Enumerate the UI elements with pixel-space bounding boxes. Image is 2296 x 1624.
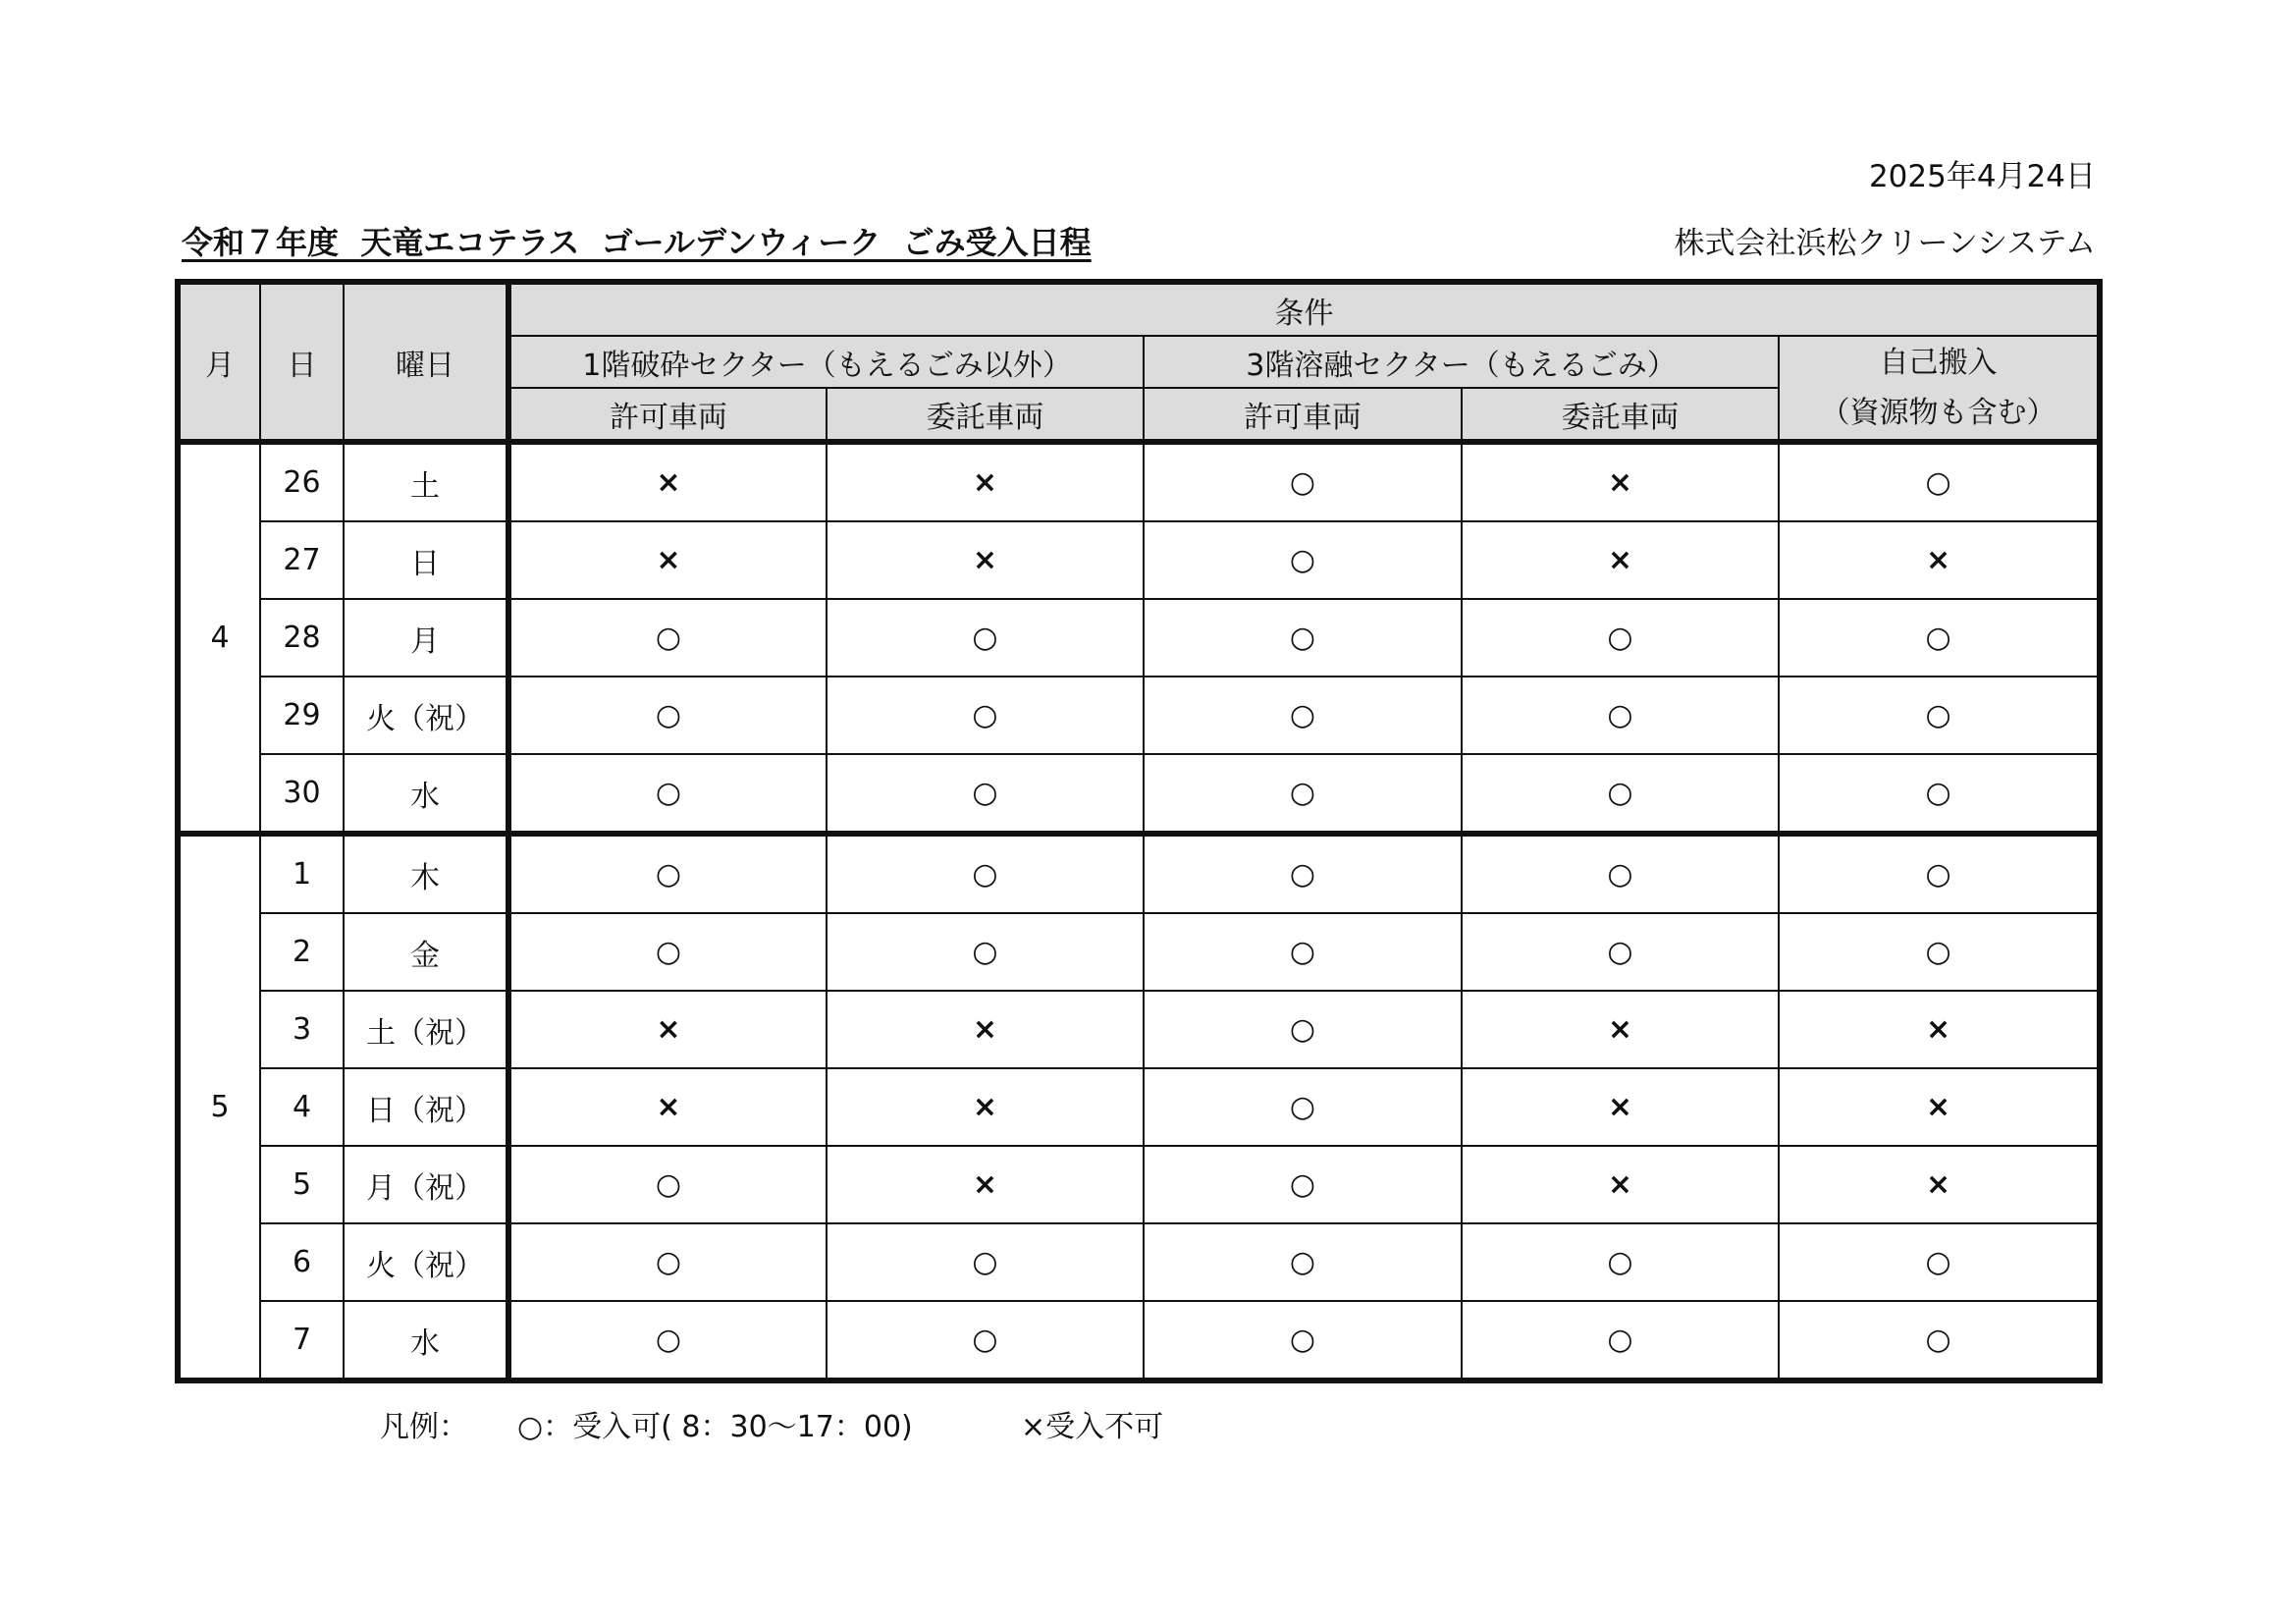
table-row: [178, 834, 2100, 913]
status-cell: [1779, 1301, 2100, 1380]
table-row: [178, 1068, 2100, 1146]
weekday-cell: 金: [344, 913, 508, 991]
document-date: 2025年4月24日: [1868, 159, 2096, 194]
status-cell: [1462, 913, 1779, 991]
status-cell: [1779, 599, 2100, 677]
status-cell: [508, 834, 827, 913]
not-accepted-mark: ×: [972, 1012, 998, 1047]
accepted-mark: ○: [1289, 698, 1316, 732]
status-cell: [827, 1068, 1144, 1146]
day-cell: 5: [260, 1146, 344, 1223]
month-cell: 5: [178, 834, 260, 1380]
status-cell: [1144, 442, 1462, 521]
accepted-mark: ○: [1289, 543, 1316, 577]
not-accepted-mark: ×: [1925, 1012, 1951, 1047]
status-cell: [1779, 1068, 2100, 1146]
schedule-header: [178, 282, 2100, 442]
status-cell: [1144, 1146, 1462, 1223]
day-cell: 4: [260, 1068, 344, 1146]
day-cell: 2: [260, 913, 344, 991]
accepted-mark: ○: [1289, 1012, 1316, 1047]
status-cell: [508, 991, 827, 1068]
accepted-mark: ○: [1925, 621, 1951, 655]
status-cell: [827, 754, 1144, 834]
weekday-cell: 火（祝）: [344, 677, 508, 754]
status-cell: [827, 834, 1144, 913]
status-cell: [1779, 754, 2100, 834]
header-sector1: 1階破砕セクター（もえるごみ以外）: [508, 336, 1144, 388]
table-row: [178, 442, 2100, 521]
status-cell: [1462, 1068, 1779, 1146]
not-accepted-mark: ×: [972, 1167, 998, 1202]
accepted-mark: ○: [1289, 1245, 1316, 1279]
not-accepted-mark: ×: [1607, 1167, 1633, 1202]
status-cell: [1779, 1146, 2100, 1223]
status-cell: [1144, 1301, 1462, 1380]
table-row: [178, 913, 2100, 991]
company-name: 株式会社浜松クリーンシステム: [1674, 226, 2096, 261]
status-cell: [508, 599, 827, 677]
accepted-mark: ○: [1607, 776, 1633, 810]
accepted-mark: ○: [1289, 621, 1316, 655]
status-cell: [1779, 677, 2100, 754]
header-sector1-permit: 許可車両: [508, 388, 827, 442]
status-cell: [1779, 991, 2100, 1068]
table-row: [178, 1146, 2100, 1223]
header-day: 日: [260, 282, 344, 442]
weekday-cell: 水: [344, 1301, 508, 1380]
accepted-mark: ○: [655, 776, 682, 810]
accepted-mark: ○: [972, 935, 998, 969]
accepted-mark: ○: [1289, 857, 1316, 892]
weekday-cell: 月（祝）: [344, 1146, 508, 1223]
status-cell: [827, 599, 1144, 677]
accepted-mark: ○: [655, 698, 682, 732]
table-row: [178, 1301, 2100, 1380]
table-row: [178, 677, 2100, 754]
header-month: 月: [178, 282, 260, 442]
weekday-cell: 水: [344, 754, 508, 834]
day-cell: 7: [260, 1301, 344, 1380]
not-accepted-mark: ×: [1925, 1090, 1951, 1124]
accepted-mark: ○: [1607, 621, 1633, 655]
accepted-mark: ○: [1607, 1245, 1633, 1279]
accepted-mark: ○: [1289, 1090, 1316, 1124]
accepted-mark: ○: [1289, 935, 1316, 969]
status-cell: [1144, 754, 1462, 834]
accepted-mark: ○: [1289, 1323, 1316, 1357]
status-cell: [1462, 1223, 1779, 1301]
accepted-mark: ○: [1607, 857, 1633, 892]
day-cell: 1: [260, 834, 344, 913]
status-cell: [1462, 754, 1779, 834]
document-title: 令和７年度 天竜エコテラス ゴールデンウィーク ごみ受入日程: [182, 224, 1092, 261]
accepted-mark: ○: [1925, 857, 1951, 892]
status-cell: [827, 677, 1144, 754]
status-cell: [1462, 521, 1779, 599]
day-cell: 27: [260, 521, 344, 599]
header-self-line2: （資源物も含む）: [1820, 396, 2056, 430]
accepted-mark: ○: [1925, 698, 1951, 732]
accepted-mark: ○: [1607, 935, 1633, 969]
accepted-mark: ○: [972, 698, 998, 732]
header-sector3-permit: 許可車両: [1144, 388, 1462, 442]
weekday-cell: 月: [344, 599, 508, 677]
weekday-cell: 土: [344, 442, 508, 521]
month-cell: 4: [178, 442, 260, 834]
header-self-line1: 自己搬入: [1879, 346, 1998, 380]
status-cell: [1462, 677, 1779, 754]
status-cell: [827, 1301, 1144, 1380]
status-cell: [827, 1223, 1144, 1301]
status-cell: [1144, 991, 1462, 1068]
header-sector3: 3階溶融セクター（もえるごみ）: [1144, 336, 1779, 388]
weekday-cell: 土（祝）: [344, 991, 508, 1068]
weekday-cell: 木: [344, 834, 508, 913]
status-cell: [508, 521, 827, 599]
status-cell: [1779, 834, 2100, 913]
accepted-mark: ○: [1607, 698, 1633, 732]
accepted-mark: ○: [972, 857, 998, 892]
not-accepted-mark: ×: [972, 543, 998, 577]
status-cell: [508, 677, 827, 754]
schedule-body: [178, 442, 2100, 1380]
not-accepted-mark: ×: [656, 465, 681, 500]
accepted-mark: ○: [655, 857, 682, 892]
status-cell: [1462, 991, 1779, 1068]
status-cell: [508, 754, 827, 834]
day-cell: 26: [260, 442, 344, 521]
day-cell: 29: [260, 677, 344, 754]
accepted-mark: ○: [1925, 1323, 1951, 1357]
status-cell: [827, 913, 1144, 991]
accepted-mark: ○: [1925, 935, 1951, 969]
status-cell: [827, 991, 1144, 1068]
status-cell: [1462, 834, 1779, 913]
status-cell: [1779, 1223, 2100, 1301]
legend-label: 凡例：: [380, 1410, 468, 1444]
accepted-mark: ○: [972, 1245, 998, 1279]
table-row: [178, 991, 2100, 1068]
header-weekday: 曜日: [344, 282, 508, 442]
accepted-mark: ○: [1289, 1167, 1316, 1202]
accepted-mark: ○: [1289, 465, 1316, 500]
status-cell: [508, 1068, 827, 1146]
status-cell: [827, 442, 1144, 521]
legend-accepted: ○：受入可( 8：30～17：00): [517, 1410, 913, 1444]
accepted-mark: ○: [655, 935, 682, 969]
accepted-mark: ○: [1925, 1245, 1951, 1279]
accepted-mark: ○: [655, 1323, 682, 1357]
not-accepted-mark: ×: [1607, 543, 1633, 577]
status-cell: [508, 1146, 827, 1223]
table-row: [178, 754, 2100, 834]
accepted-mark: ○: [1925, 465, 1951, 500]
status-cell: [508, 1223, 827, 1301]
status-cell: [1779, 913, 2100, 991]
not-accepted-mark: ×: [972, 1090, 998, 1124]
status-cell: [1144, 834, 1462, 913]
status-cell: [1144, 677, 1462, 754]
status-cell: [1462, 599, 1779, 677]
header-self-delivery: [1779, 336, 2100, 442]
accepted-mark: ○: [972, 621, 998, 655]
accepted-mark: ○: [655, 1245, 682, 1279]
table-row: [178, 1223, 2100, 1301]
accepted-mark: ○: [655, 621, 682, 655]
legend-not-accepted: ×受入不可: [1021, 1410, 1164, 1444]
status-cell: [827, 521, 1144, 599]
accepted-mark: ○: [972, 1323, 998, 1357]
status-cell: [1462, 1146, 1779, 1223]
not-accepted-mark: ×: [656, 1090, 681, 1124]
not-accepted-mark: ×: [1607, 465, 1633, 500]
status-cell: [1462, 442, 1779, 521]
not-accepted-mark: ×: [1607, 1012, 1633, 1047]
accepted-mark: ○: [1289, 776, 1316, 810]
weekday-cell: 日: [344, 521, 508, 599]
status-cell: [1779, 521, 2100, 599]
status-cell: [1144, 1223, 1462, 1301]
status-cell: [1144, 521, 1462, 599]
status-cell: [1779, 442, 2100, 521]
schedule-table: [175, 279, 2103, 1383]
status-cell: [508, 913, 827, 991]
day-cell: 30: [260, 754, 344, 834]
status-cell: [1144, 913, 1462, 991]
weekday-cell: 火（祝）: [344, 1223, 508, 1301]
not-accepted-mark: ×: [1925, 543, 1951, 577]
day-cell: 3: [260, 991, 344, 1068]
table-row: [178, 599, 2100, 677]
not-accepted-mark: ×: [1607, 1090, 1633, 1124]
accepted-mark: ○: [1607, 1323, 1633, 1357]
accepted-mark: ○: [655, 1167, 682, 1202]
not-accepted-mark: ×: [1925, 1167, 1951, 1202]
header-sector3-consign: 委託車両: [1462, 388, 1779, 442]
accepted-mark: ○: [972, 776, 998, 810]
status-cell: [827, 1146, 1144, 1223]
day-cell: 28: [260, 599, 344, 677]
status-cell: [1462, 1301, 1779, 1380]
not-accepted-mark: ×: [656, 1012, 681, 1047]
status-cell: [1144, 1068, 1462, 1146]
status-cell: [508, 442, 827, 521]
header-conditions: 条件: [508, 282, 2100, 336]
status-cell: [1144, 599, 1462, 677]
not-accepted-mark: ×: [972, 465, 998, 500]
not-accepted-mark: ×: [656, 543, 681, 577]
status-cell: [508, 1301, 827, 1380]
table-row: [178, 521, 2100, 599]
header-sector1-consign: 委託車両: [827, 388, 1144, 442]
accepted-mark: ○: [1925, 776, 1951, 810]
day-cell: 6: [260, 1223, 344, 1301]
weekday-cell: 日（祝）: [344, 1068, 508, 1146]
